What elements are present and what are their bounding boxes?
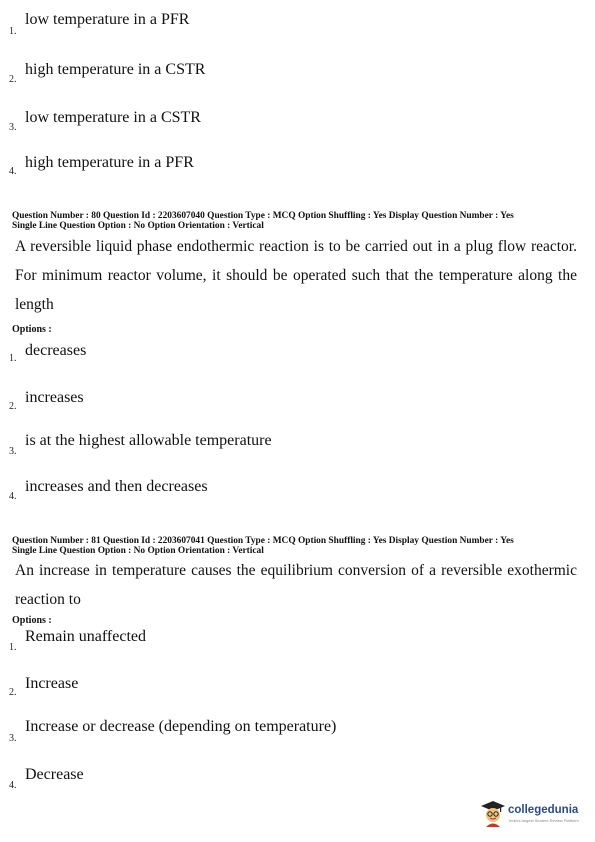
question-meta-line2: Single Line Question Option : No Option Orientation : Vertical [12,221,264,231]
option-number: 1. [9,642,17,653]
option-text: decreases [25,342,87,359]
option-text: increases [25,389,84,406]
option-number: 2. [9,74,17,85]
options-label: Options : [12,615,52,626]
option-text: Remain unaffected [25,628,146,645]
brand-tagline: India's largest Student Review Platform [509,818,579,823]
question-text: An increase in temperature causes the equilibrium conversion of a reversible exothermic reaction to [15,562,577,608]
option-text: increases and then decreases [25,478,208,495]
option-number: 4. [9,491,17,502]
collegedunia-watermark [480,800,590,830]
option-number: 4. [9,166,17,177]
question-text: A reversible liquid phase endothermic reaction is to be carried out in a plug flow reactor. For minimum reactor volume, it should be operated such that the temperature along the length [15,238,577,313]
question-meta-line1: Question Number : 80 Question Id : 2203607040 Question Type : MCQ Option Shuffling : Yes Display Question Number : Yes [12,211,514,221]
option-number: 3. [9,122,17,133]
option-text: high temperature in a CSTR [25,61,206,78]
options-label: Options : [12,324,52,335]
brand-name: collegedunia [508,804,579,816]
option-number: 2. [9,401,17,412]
option-text: Increase [25,675,79,692]
graduate-mascot-icon [480,800,506,828]
option-number: 1. [9,26,17,37]
question-meta-line1: Question Number : 81 Question Id : 2203607041 Question Type : MCQ Option Shuffling : Yes Display Question Number : Yes [12,536,514,546]
option-text: low temperature in a CSTR [25,109,201,126]
option-text: is at the highest allowable temperature [25,432,272,449]
option-number: 4. [9,780,17,791]
question-meta-line2: Single Line Question Option : No Option Orientation : Vertical [12,546,264,556]
option-text: low temperature in a PFR [25,11,190,28]
option-number: 1. [9,353,17,364]
option-text: Increase or decrease (depending on temperature) [25,718,337,735]
option-text: high temperature in a PFR [25,154,194,171]
option-number: 3. [9,733,17,744]
option-number: 3. [9,446,17,457]
option-text: Decrease [25,766,84,783]
option-number: 2. [9,687,17,698]
